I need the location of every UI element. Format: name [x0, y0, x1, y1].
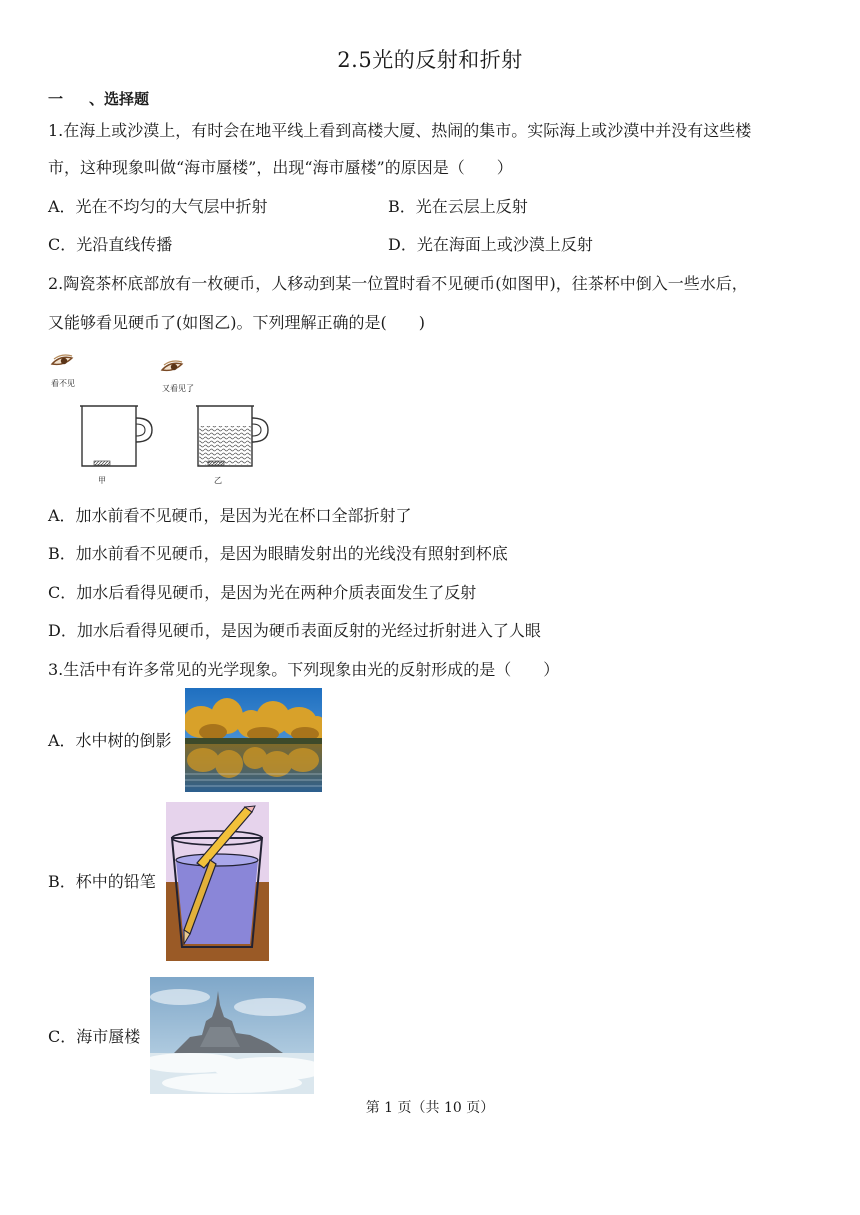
eye-icon-left [50, 352, 76, 372]
q2-option-b: B．加水前看不见硬币，是因为眼睛发射出的光线没有照射到杯底 [48, 544, 508, 563]
q1-option-d: D．光在海面上或沙漠上反射 [388, 235, 593, 254]
q1-option-c: C．光沿直线传播 [48, 235, 173, 254]
eye-label-left: 看不见 [51, 379, 75, 388]
cup-label-right: 乙 [214, 476, 222, 485]
eye-icon-right [160, 358, 186, 378]
q3-option-c: C．海市蜃楼 [48, 1027, 141, 1046]
q3-option-a: A．水中树的倒影 [48, 731, 172, 750]
section-label: 、选择题 [89, 90, 150, 108]
q1-stem-line2: 市，这种现象叫做“海市蜃楼”，出现“海市蜃楼”的原因是（ ） [48, 158, 513, 177]
q2-stem-line1: 2.陶瓷茶杯底部放有一枚硬币，人移动到某一位置时看不见硬币(如图甲)，往茶杯中倒入一些水后， [48, 274, 748, 293]
q2-option-c: C．加水后看得见硬币，是因为光在两种介质表面发生了反射 [48, 583, 477, 602]
q2-cup-figure [48, 350, 278, 490]
eye-label-right: 又看见了 [162, 384, 194, 393]
page-footer: 第 1 页（共 10 页） [365, 1100, 495, 1116]
section-number: 一 [48, 90, 64, 108]
cup-label-left: 甲 [98, 476, 106, 485]
mirage-castle-image [150, 977, 314, 1094]
q1-option-a: A．光在不均匀的大气层中折射 [48, 197, 268, 216]
cups-diagram [78, 404, 278, 474]
q1-option-b: B．光在云层上反射 [388, 197, 528, 216]
page-title: 2.5光的反射和折射 [337, 48, 523, 72]
q2-stem-line2: 又能够看见硬币了(如图乙)。下列理解正确的是( ) [48, 313, 425, 332]
q2-option-d: D．加水后看得见硬币，是因为硬币表面反射的光经过折射进入了人眼 [48, 621, 541, 640]
pencil-in-cup-image [166, 802, 269, 961]
tree-reflection-image [185, 688, 322, 792]
q3-stem: 3.生活中有许多常见的光学现象。下列现象由光的反射形成的是（ ） [48, 660, 560, 679]
section-heading [48, 88, 149, 109]
q1-stem-line1: 1.在海上或沙漠上，有时会在地平线上看到高楼大厦、热闹的集市。实际海上或沙漠中并没有这些楼 [48, 121, 752, 140]
q3-option-b: B．杯中的铅笔 [48, 872, 156, 891]
q2-option-a: A．加水前看不见硬币，是因为光在杯口全部折射了 [48, 506, 412, 525]
